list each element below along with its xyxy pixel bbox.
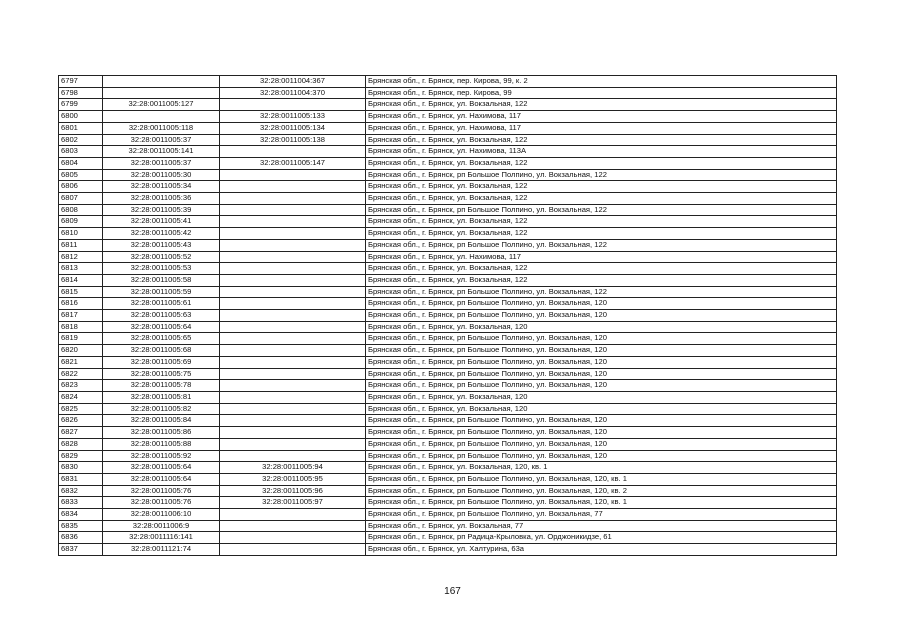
cadastral-number-cell: 32:28:0011005:76 bbox=[103, 497, 220, 509]
related-cadastral-number-cell bbox=[220, 544, 366, 556]
related-cadastral-number-cell bbox=[220, 251, 366, 263]
table-row bbox=[59, 485, 837, 497]
row-number-cell: 6835 bbox=[59, 520, 103, 532]
related-cadastral-number-cell bbox=[220, 228, 366, 240]
address-cell: Брянская обл., г. Брянск, ул. Халтурина, 63а bbox=[366, 544, 837, 556]
row-number-cell: 6812 bbox=[59, 251, 103, 263]
address-cell: Брянская обл., г. Брянск, рп Большое Полпино, ул. Вокзальная, 122 bbox=[366, 169, 837, 181]
table-row bbox=[59, 391, 837, 403]
table-row bbox=[59, 438, 837, 450]
table-row bbox=[59, 380, 837, 392]
cadastral-number-cell bbox=[103, 111, 220, 123]
table-row bbox=[59, 99, 837, 111]
table-row bbox=[59, 345, 837, 357]
table-row bbox=[59, 76, 837, 88]
table-row bbox=[59, 251, 837, 263]
related-cadastral-number-cell bbox=[220, 509, 366, 521]
cadastral-number-cell: 32:28:0011005:75 bbox=[103, 368, 220, 380]
related-cadastral-number-cell: 32:28:0011005:134 bbox=[220, 122, 366, 134]
address-cell: Брянская обл., г. Брянск, ул. Вокзальная, 122 bbox=[366, 99, 837, 111]
cadastral-number-cell: 32:28:0011005:64 bbox=[103, 473, 220, 485]
registry-table-body bbox=[59, 76, 837, 556]
row-number-cell: 6810 bbox=[59, 228, 103, 240]
related-cadastral-number-cell bbox=[220, 169, 366, 181]
related-cadastral-number-cell bbox=[220, 415, 366, 427]
address-cell: Брянская обл., г. Брянск, ул. Вокзальная, 122 bbox=[366, 216, 837, 228]
related-cadastral-number-cell bbox=[220, 368, 366, 380]
cadastral-number-cell: 32:28:0011005:30 bbox=[103, 169, 220, 181]
address-cell: Брянская обл., г. Брянск, ул. Нахимова, 117 bbox=[366, 111, 837, 123]
row-number-cell: 6799 bbox=[59, 99, 103, 111]
address-cell: Брянская обл., г. Брянск, ул. Вокзальная, 122 bbox=[366, 228, 837, 240]
row-number-cell: 6820 bbox=[59, 345, 103, 357]
cadastral-number-cell: 32:28:0011005:59 bbox=[103, 286, 220, 298]
related-cadastral-number-cell bbox=[220, 321, 366, 333]
related-cadastral-number-cell bbox=[220, 216, 366, 228]
address-cell: Брянская обл., г. Брянск, рп Большое Полпино, ул. Вокзальная, 122 bbox=[366, 286, 837, 298]
cadastral-number-cell: 32:28:0011005:118 bbox=[103, 122, 220, 134]
table-row bbox=[59, 544, 837, 556]
related-cadastral-number-cell bbox=[220, 403, 366, 415]
cadastral-number-cell: 32:28:0011005:92 bbox=[103, 450, 220, 462]
table-row bbox=[59, 298, 837, 310]
address-cell: Брянская обл., г. Брянск, пер. Кирова, 99 bbox=[366, 87, 837, 99]
address-cell: Брянская обл., г. Брянск, рп Большое Полпино, ул. Вокзальная, 120 bbox=[366, 438, 837, 450]
table-row bbox=[59, 228, 837, 240]
address-cell: Брянская обл., г. Брянск, ул. Вокзальная, 120 bbox=[366, 403, 837, 415]
cadastral-number-cell: 32:28:0011005:63 bbox=[103, 310, 220, 322]
address-cell: Брянская обл., г. Брянск, ул. Вокзальная, 122 bbox=[366, 263, 837, 275]
row-number-cell: 6816 bbox=[59, 298, 103, 310]
cadastral-number-cell: 32:28:0011121:74 bbox=[103, 544, 220, 556]
related-cadastral-number-cell bbox=[220, 333, 366, 345]
row-number-cell: 6837 bbox=[59, 544, 103, 556]
row-number-cell: 6817 bbox=[59, 310, 103, 322]
table-row bbox=[59, 509, 837, 521]
table-row bbox=[59, 169, 837, 181]
row-number-cell: 6797 bbox=[59, 76, 103, 88]
cadastral-number-cell: 32:28:0011006:9 bbox=[103, 520, 220, 532]
address-cell: Брянская обл., г. Брянск, ул. Вокзальная, 122 bbox=[366, 274, 837, 286]
row-number-cell: 6827 bbox=[59, 427, 103, 439]
address-cell: Брянская обл., г. Брянск, ул. Нахимова, 117 bbox=[366, 122, 837, 134]
related-cadastral-number-cell: 32:28:0011005:138 bbox=[220, 134, 366, 146]
row-number-cell: 6798 bbox=[59, 87, 103, 99]
cadastral-number-cell bbox=[103, 76, 220, 88]
row-number-cell: 6822 bbox=[59, 368, 103, 380]
related-cadastral-number-cell: 32:28:0011005:96 bbox=[220, 485, 366, 497]
row-number-cell: 6811 bbox=[59, 239, 103, 251]
row-number-cell: 6806 bbox=[59, 181, 103, 193]
related-cadastral-number-cell bbox=[220, 450, 366, 462]
related-cadastral-number-cell: 32:28:0011004:367 bbox=[220, 76, 366, 88]
related-cadastral-number-cell bbox=[220, 274, 366, 286]
table-row bbox=[59, 111, 837, 123]
table-row bbox=[59, 193, 837, 205]
address-cell: Брянская обл., г. Брянск, рп Большое Полпино, ул. Вокзальная, 120 bbox=[366, 427, 837, 439]
row-number-cell: 6833 bbox=[59, 497, 103, 509]
cadastral-number-cell: 32:28:0011005:68 bbox=[103, 345, 220, 357]
related-cadastral-number-cell bbox=[220, 263, 366, 275]
cadastral-number-cell: 32:28:0011005:88 bbox=[103, 438, 220, 450]
cadastral-number-cell: 32:28:0011005:81 bbox=[103, 391, 220, 403]
address-cell: Брянская обл., г. Брянск, рп Большое Полпино, ул. Вокзальная, 120 bbox=[366, 356, 837, 368]
related-cadastral-number-cell bbox=[220, 204, 366, 216]
address-cell: Брянская обл., г. Брянск, ул. Нахимова, 113А bbox=[366, 146, 837, 158]
row-number-cell: 6831 bbox=[59, 473, 103, 485]
cadastral-number-cell: 32:28:0011005:37 bbox=[103, 157, 220, 169]
related-cadastral-number-cell bbox=[220, 380, 366, 392]
address-cell: Брянская обл., г. Брянск, рп Большое Полпино, ул. Вокзальная, 120 bbox=[366, 450, 837, 462]
address-cell: Брянская обл., г. Брянск, ул. Вокзальная, 122 bbox=[366, 181, 837, 193]
cadastral-number-cell: 32:28:0011006:10 bbox=[103, 509, 220, 521]
row-number-cell: 6830 bbox=[59, 462, 103, 474]
address-cell: Брянская обл., г. Брянск, рп Большое Полпино, ул. Вокзальная, 120 bbox=[366, 415, 837, 427]
row-number-cell: 6809 bbox=[59, 216, 103, 228]
property-registry-table bbox=[58, 75, 837, 556]
address-cell: Брянская обл., г. Брянск, ул. Нахимова, 117 bbox=[366, 251, 837, 263]
cadastral-number-cell: 32:28:0011005:141 bbox=[103, 146, 220, 158]
address-cell: Брянская обл., г. Брянск, рп Большое Полпино, ул. Вокзальная, 77 bbox=[366, 509, 837, 521]
table-row bbox=[59, 532, 837, 544]
related-cadastral-number-cell: 32:28:0011005:97 bbox=[220, 497, 366, 509]
related-cadastral-number-cell bbox=[220, 356, 366, 368]
row-number-cell: 6832 bbox=[59, 485, 103, 497]
address-cell: Брянская обл., г. Брянск, рп Большое Полпино, ул. Вокзальная, 120 bbox=[366, 368, 837, 380]
cadastral-number-cell bbox=[103, 87, 220, 99]
address-cell: Брянская обл., г. Брянск, рп Большое Полпино, ул. Вокзальная, 120, кв. 1 bbox=[366, 497, 837, 509]
cadastral-number-cell: 32:28:0011005:58 bbox=[103, 274, 220, 286]
address-cell: Брянская обл., г. Брянск, рп Радица-Крыловка, ул. Орджоникидзе, 61 bbox=[366, 532, 837, 544]
cadastral-number-cell: 32:28:0011005:86 bbox=[103, 427, 220, 439]
address-cell: Брянская обл., г. Брянск, пер. Кирова, 99, к. 2 bbox=[366, 76, 837, 88]
related-cadastral-number-cell bbox=[220, 193, 366, 205]
address-cell: Брянская обл., г. Брянск, рп Большое Полпино, ул. Вокзальная, 120 bbox=[366, 298, 837, 310]
address-cell: Брянская обл., г. Брянск, ул. Вокзальная, 122 bbox=[366, 134, 837, 146]
address-cell: Брянская обл., г. Брянск, ул. Вокзальная, 120, кв. 1 bbox=[366, 462, 837, 474]
related-cadastral-number-cell bbox=[220, 438, 366, 450]
row-number-cell: 6807 bbox=[59, 193, 103, 205]
related-cadastral-number-cell bbox=[220, 286, 366, 298]
row-number-cell: 6808 bbox=[59, 204, 103, 216]
table-row bbox=[59, 181, 837, 193]
row-number-cell: 6836 bbox=[59, 532, 103, 544]
cadastral-number-cell: 32:28:0011005:43 bbox=[103, 239, 220, 251]
address-cell: Брянская обл., г. Брянск, рп Большое Полпино, ул. Вокзальная, 122 bbox=[366, 239, 837, 251]
address-cell: Брянская обл., г. Брянск, рп Большое Полпино, ул. Вокзальная, 120, кв. 1 bbox=[366, 473, 837, 485]
row-number-cell: 6825 bbox=[59, 403, 103, 415]
table-row bbox=[59, 146, 837, 158]
row-number-cell: 6823 bbox=[59, 380, 103, 392]
cadastral-number-cell: 32:28:0011005:82 bbox=[103, 403, 220, 415]
cadastral-number-cell: 32:28:0011005:65 bbox=[103, 333, 220, 345]
table-row bbox=[59, 356, 837, 368]
related-cadastral-number-cell: 32:28:0011005:147 bbox=[220, 157, 366, 169]
row-number-cell: 6828 bbox=[59, 438, 103, 450]
table-row bbox=[59, 134, 837, 146]
row-number-cell: 6819 bbox=[59, 333, 103, 345]
cadastral-number-cell: 32:28:0011005:53 bbox=[103, 263, 220, 275]
table-row bbox=[59, 216, 837, 228]
cadastral-number-cell: 32:28:0011005:64 bbox=[103, 462, 220, 474]
cadastral-number-cell: 32:28:0011005:52 bbox=[103, 251, 220, 263]
row-number-cell: 6802 bbox=[59, 134, 103, 146]
row-number-cell: 6801 bbox=[59, 122, 103, 134]
table-row bbox=[59, 87, 837, 99]
table-row bbox=[59, 497, 837, 509]
cadastral-number-cell: 32:28:0011005:61 bbox=[103, 298, 220, 310]
table-row bbox=[59, 274, 837, 286]
cadastral-number-cell: 32:28:0011005:78 bbox=[103, 380, 220, 392]
address-cell: Брянская обл., г. Брянск, рп Большое Полпино, ул. Вокзальная, 122 bbox=[366, 204, 837, 216]
row-number-cell: 6821 bbox=[59, 356, 103, 368]
table-row bbox=[59, 157, 837, 169]
address-cell: Брянская обл., г. Брянск, рп Большое Полпино, ул. Вокзальная, 120, кв. 2 bbox=[366, 485, 837, 497]
cadastral-number-cell: 32:28:0011005:64 bbox=[103, 321, 220, 333]
row-number-cell: 6803 bbox=[59, 146, 103, 158]
row-number-cell: 6813 bbox=[59, 263, 103, 275]
row-number-cell: 6834 bbox=[59, 509, 103, 521]
table-row bbox=[59, 368, 837, 380]
table-row bbox=[59, 239, 837, 251]
table-row bbox=[59, 204, 837, 216]
related-cadastral-number-cell bbox=[220, 310, 366, 322]
row-number-cell: 6826 bbox=[59, 415, 103, 427]
related-cadastral-number-cell: 32:28:0011005:95 bbox=[220, 473, 366, 485]
related-cadastral-number-cell bbox=[220, 146, 366, 158]
table-row bbox=[59, 403, 837, 415]
related-cadastral-number-cell: 32:28:0011005:94 bbox=[220, 462, 366, 474]
address-cell: Брянская обл., г. Брянск, ул. Вокзальная, 120 bbox=[366, 391, 837, 403]
related-cadastral-number-cell bbox=[220, 532, 366, 544]
cadastral-number-cell: 32:28:0011005:127 bbox=[103, 99, 220, 111]
address-cell: Брянская обл., г. Брянск, ул. Вокзальная, 77 bbox=[366, 520, 837, 532]
cadastral-number-cell: 32:28:0011005:39 bbox=[103, 204, 220, 216]
related-cadastral-number-cell: 32:28:0011004:370 bbox=[220, 87, 366, 99]
related-cadastral-number-cell bbox=[220, 520, 366, 532]
cadastral-number-cell: 32:28:0011005:76 bbox=[103, 485, 220, 497]
cadastral-number-cell: 32:28:0011005:84 bbox=[103, 415, 220, 427]
related-cadastral-number-cell bbox=[220, 99, 366, 111]
row-number-cell: 6818 bbox=[59, 321, 103, 333]
cadastral-number-cell: 32:28:0011116:141 bbox=[103, 532, 220, 544]
table-row bbox=[59, 415, 837, 427]
related-cadastral-number-cell bbox=[220, 239, 366, 251]
address-cell: Брянская обл., г. Брянск, рп Большое Полпино, ул. Вокзальная, 120 bbox=[366, 380, 837, 392]
table-row bbox=[59, 122, 837, 134]
address-cell: Брянская обл., г. Брянск, ул. Вокзальная, 122 bbox=[366, 193, 837, 205]
table-row bbox=[59, 462, 837, 474]
cadastral-number-cell: 32:28:0011005:69 bbox=[103, 356, 220, 368]
table-row bbox=[59, 520, 837, 532]
cadastral-number-cell: 32:28:0011005:37 bbox=[103, 134, 220, 146]
related-cadastral-number-cell bbox=[220, 181, 366, 193]
address-cell: Брянская обл., г. Брянск, рп Большое Полпино, ул. Вокзальная, 120 bbox=[366, 345, 837, 357]
related-cadastral-number-cell bbox=[220, 427, 366, 439]
row-number-cell: 6815 bbox=[59, 286, 103, 298]
row-number-cell: 6814 bbox=[59, 274, 103, 286]
address-cell: Брянская обл., г. Брянск, ул. Вокзальная, 120 bbox=[366, 321, 837, 333]
address-cell: Брянская обл., г. Брянск, рп Большое Полпино, ул. Вокзальная, 120 bbox=[366, 310, 837, 322]
row-number-cell: 6829 bbox=[59, 450, 103, 462]
cadastral-number-cell: 32:28:0011005:34 bbox=[103, 181, 220, 193]
table-row bbox=[59, 263, 837, 275]
address-cell: Брянская обл., г. Брянск, рп Большое Полпино, ул. Вокзальная, 120 bbox=[366, 333, 837, 345]
row-number-cell: 6824 bbox=[59, 391, 103, 403]
related-cadastral-number-cell bbox=[220, 345, 366, 357]
row-number-cell: 6804 bbox=[59, 157, 103, 169]
related-cadastral-number-cell bbox=[220, 391, 366, 403]
page-number: 167 bbox=[444, 586, 461, 597]
table-row bbox=[59, 333, 837, 345]
table-row bbox=[59, 286, 837, 298]
address-cell: Брянская обл., г. Брянск, ул. Вокзальная, 122 bbox=[366, 157, 837, 169]
table-row bbox=[59, 473, 837, 485]
table-row bbox=[59, 321, 837, 333]
row-number-cell: 6805 bbox=[59, 169, 103, 181]
table-row bbox=[59, 427, 837, 439]
cadastral-number-cell: 32:28:0011005:36 bbox=[103, 193, 220, 205]
table-row bbox=[59, 310, 837, 322]
row-number-cell: 6800 bbox=[59, 111, 103, 123]
related-cadastral-number-cell: 32:28:0011005:133 bbox=[220, 111, 366, 123]
related-cadastral-number-cell bbox=[220, 298, 366, 310]
table-row bbox=[59, 450, 837, 462]
cadastral-number-cell: 32:28:0011005:41 bbox=[103, 216, 220, 228]
cadastral-number-cell: 32:28:0011005:42 bbox=[103, 228, 220, 240]
